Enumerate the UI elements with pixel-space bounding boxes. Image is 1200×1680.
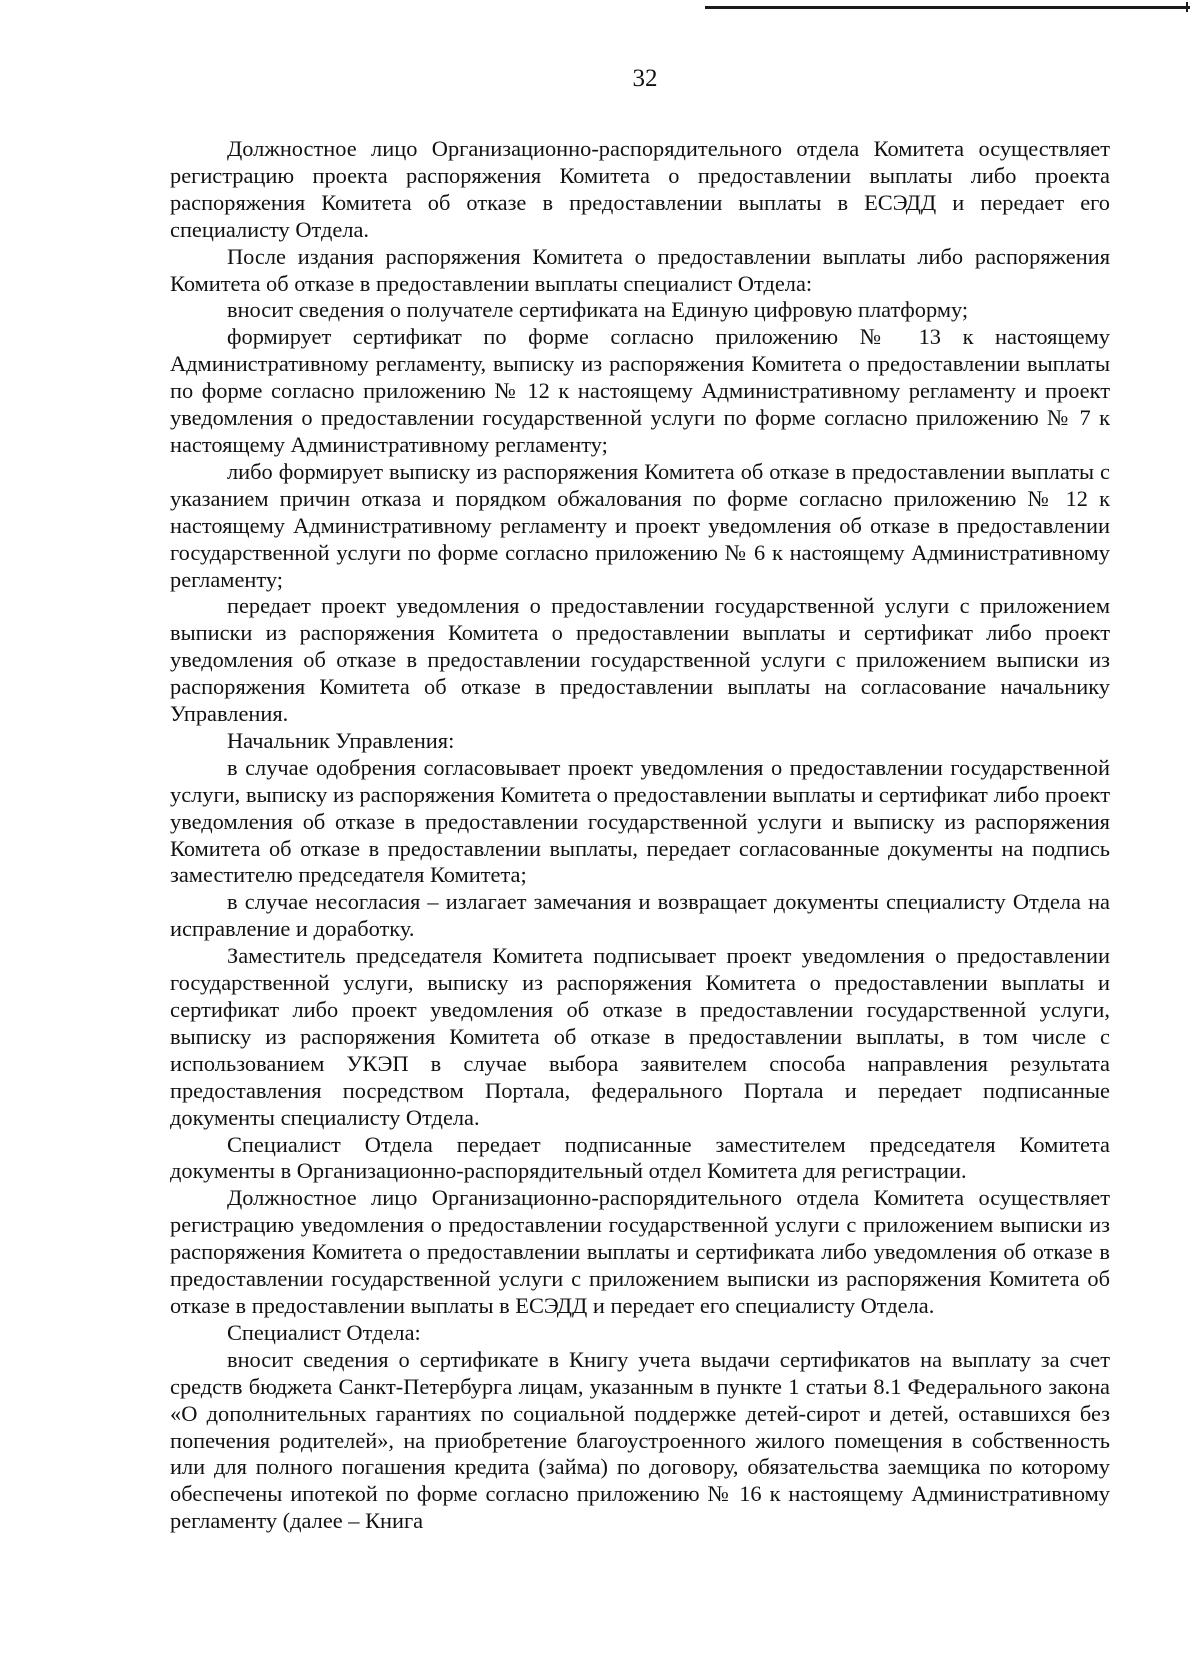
document-body <box>170 136 1110 1535</box>
paragraph-transfers-for-approval: передает проект уведомления о предоставлении государственной услуги с приложением выписки из распоряжения Комитета о предоставлении выплаты и сертификат либо проект уведомления об отказе в предоставлении государственной услуги с приложением выписки из распоряжения Комитета об отказе в предоставлении выплаты на согласование начальнику Управления. <box>170 593 1110 727</box>
paragraph-approval-case: в случае одобрения согласовывает проект уведомления о предоставлении государственной услуги, выписку из распоряжения Комитета о предоставлении выплаты и сертификат либо проект уведомления об отказе в предоставлении государственной услуги и выписку из распоряжения Комитета об отказе в предоставлении выплаты, передает согласованные документы на подпись заместителю председателя Комитета; <box>170 754 1110 888</box>
paragraph-enters-platform: вносит сведения о получателе сертификата на Единую цифровую платформу; <box>227 297 969 323</box>
paragraph-registration-draft: Должностное лицо Организационно-распорядительного отдела Комитета осуществляет регистрацию проекта распоряжения Комитета о предоставлении выплаты либо проекта распоряжения Комитета об отказе в предоставлении выплаты в ЕСЭДД и передает его специалисту Отдела. <box>170 136 1110 242</box>
paragraph-registration-notice: Должностное лицо Организационно-распорядительного отдела Комитета осуществляет регистрацию уведомления о предоставлении государственной услуги с приложением выписки из распоряжения Комитета о предоставлении выплаты и сертификата либо уведомления об отказе в предоставлении государственной услуги с приложением выписки из распоряжения Комитета об отказе в предоставлении выплаты в ЕСЭДД и передает его специалисту Отдела. <box>170 1185 1110 1318</box>
paragraph-specialist-heading: Специалист Отдела: <box>227 1319 421 1345</box>
paragraph-deputy-signs: Заместитель председателя Комитета подписывает проект уведомления о предоставлении государственной услуги, выписку из распоряжения Комитета о предоставлении выплаты и сертификат либо проект уведомления об отказе в предоставлении государственной услуги, выписку из распоряжения Комитета об отказе в предоставлении выплаты, в том числе с использованием УКЭП в случае выбора заявителем способа направления результата предоставления посредством Портала, федерального Портала и передает подписанные документы специалисту Отдела. <box>170 943 1110 1130</box>
paragraph-specialist-transfers: Специалист Отдела передает подписанные заместителем председателя Комитета документы в Организационно-распорядительный отдел Комитета для регистрации. <box>170 1131 1110 1184</box>
paragraph-head-of-department: Начальник Управления: <box>227 727 455 753</box>
paragraph-forms-refusal-extract: либо формирует выписку из распоряжения Комитета об отказе в предоставлении выплаты с указанием причин отказа и порядком обжалования по форме согласно приложению № 12 к настоящему Административному регламенту и проект уведомления об отказе в предоставлении государственной услуги по форме согласно приложению № 6 к настоящему Административному регламенту; <box>170 458 1110 592</box>
paragraph-after-order-issued: После издания распоряжения Комитета о предоставлении выплаты либо распоряжения Комитета об отказе в предоставлении выплаты специалист Отдела: <box>170 243 1110 296</box>
paragraph-enters-certificate-book: вносит сведения о сертификате в Книгу учета выдачи сертификатов на выплату за счет средств бюджета Санкт-Петербурга лицам, указанным в пункте 1 статьи 8.1 Федерального закона «О дополнительных гарантиях по социальной поддержке детей-сирот и детей, оставшихся без попечения родителей», на приобретение благоустроенного жилого помещения в собственность или для полного погашения кредита (займа) по договору, обязательства заемщика по которому обеспечены ипотекой по форме согласно приложению № 16 к настоящему Административному регламенту (далее – Книга <box>170 1346 1110 1534</box>
scan-edge-tick <box>1186 2 1188 12</box>
scan-edge-line <box>705 6 1190 9</box>
page-number: 32 <box>632 65 658 92</box>
paragraph-forms-certificate: формирует сертификат по форме согласно приложению № 13 к настоящему Административному регламенту, выписку из распоряжения Комитета о предоставлении выплаты по форме согласно приложению № 12 к настоящему Административному регламенту и проект уведомления о предоставлении государственной услуги по форме согласно приложению № 7 к настоящему Административному регламенту; <box>170 324 1110 457</box>
paragraph-disagreement-case: в случае несогласия – излагает замечания и возвращает документы специалисту Отдела на исправление и доработку. <box>170 889 1110 942</box>
